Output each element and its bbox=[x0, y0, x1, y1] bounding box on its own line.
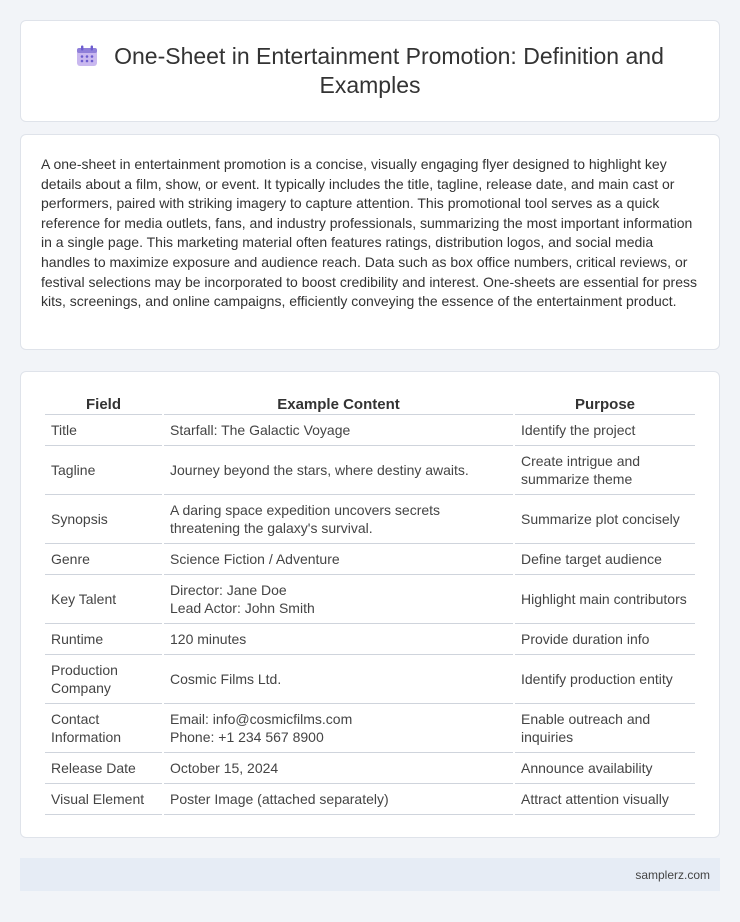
cell-purpose: Identify the project bbox=[515, 415, 695, 446]
cell-purpose: Define target audience bbox=[515, 544, 695, 575]
cell-example bbox=[164, 415, 513, 446]
cell-example-line: Starfall: The Galactic Voyage bbox=[170, 422, 351, 438]
cell-field: Contact Information bbox=[45, 704, 162, 753]
cell-example-line: Cosmic Films Ltd. bbox=[170, 671, 282, 687]
cell-purpose: Attract attention visually bbox=[515, 784, 695, 815]
cell-example-line: 120 minutes bbox=[170, 631, 247, 647]
cell-example bbox=[164, 575, 513, 624]
cell-field: Synopsis bbox=[45, 495, 162, 544]
cell-field: Title bbox=[45, 415, 162, 446]
header-field: Field bbox=[45, 394, 162, 415]
table-row bbox=[45, 495, 695, 544]
table-row bbox=[45, 415, 695, 446]
cell-purpose: Announce availability bbox=[515, 753, 695, 784]
cell-example-line: Journey beyond the stars, where destiny awaits. bbox=[170, 462, 469, 478]
header-purpose: Purpose bbox=[515, 394, 695, 415]
description-text: A one-sheet in entertainment promotion is a concise, visually engaging flyer designed to highlight key details about a film, show, or event. It typically includes the title, tagline, release date, and main cast or performers, paired with striking imagery to capture attention. This promotional tool serves as a quick reference for media outlets, fans, and industry professionals, summarizing the most important information in a single page. This marketing material often features ratings, distribution logos, and social media handles to maximize exposure and audience reach. Data such as box office numbers, critical reviews, or festival selections may be incorporated to boost credibility and interest. One-sheets are essential for press kits, screenings, and online campaigns, efficiently conveying the essence of the entertainment product. bbox=[41, 156, 697, 310]
table-row bbox=[45, 753, 695, 784]
cell-purpose: Enable outreach and inquiries bbox=[515, 704, 695, 753]
table-row bbox=[45, 704, 695, 753]
calendar-icon bbox=[76, 45, 98, 67]
table-row bbox=[45, 575, 695, 624]
cell-example bbox=[164, 544, 513, 575]
cell-example-line: Poster Image (attached separately) bbox=[170, 791, 389, 807]
cell-example bbox=[164, 446, 513, 495]
table-row bbox=[45, 655, 695, 704]
cell-field: Production Company bbox=[45, 655, 162, 704]
table-row bbox=[45, 446, 695, 495]
footer-site-link[interactable]: samplerz.com bbox=[635, 867, 710, 882]
cell-example-line: Director: Jane Doe bbox=[170, 582, 287, 598]
cell-example bbox=[164, 624, 513, 655]
table-card bbox=[20, 371, 720, 838]
table-row bbox=[45, 784, 695, 815]
cell-example-line: October 15, 2024 bbox=[170, 760, 279, 776]
page-title-text: One-Sheet in Entertainment Promotion: Definition and Examples bbox=[114, 43, 664, 98]
title-card bbox=[20, 20, 720, 122]
footer bbox=[20, 858, 720, 891]
cell-purpose: Summarize plot concisely bbox=[515, 495, 695, 544]
cell-example-line: A daring space expedition uncovers secrets threatening the galaxy's survival. bbox=[170, 502, 441, 536]
cell-purpose: Identify production entity bbox=[515, 655, 695, 704]
cell-example-line: Science Fiction / Adventure bbox=[170, 551, 340, 567]
cell-example bbox=[164, 655, 513, 704]
description-card bbox=[20, 134, 720, 350]
cell-example-line: Phone: +1 234 567 8900 bbox=[170, 729, 324, 745]
cell-example bbox=[164, 753, 513, 784]
page-title bbox=[61, 42, 679, 100]
cell-field: Visual Element bbox=[45, 784, 162, 815]
table-row bbox=[45, 624, 695, 655]
cell-field: Key Talent bbox=[45, 575, 162, 624]
cell-example bbox=[164, 704, 513, 753]
cell-field: Release Date bbox=[45, 753, 162, 784]
table-header-row bbox=[45, 394, 695, 415]
cell-example bbox=[164, 784, 513, 815]
one-sheet-table bbox=[43, 394, 697, 815]
cell-field: Runtime bbox=[45, 624, 162, 655]
cell-example-line: Email: info@cosmicfilms.com bbox=[170, 711, 353, 727]
table-row bbox=[45, 544, 695, 575]
cell-purpose: Highlight main contributors bbox=[515, 575, 695, 624]
cell-field: Genre bbox=[45, 544, 162, 575]
cell-example-line: Lead Actor: John Smith bbox=[170, 600, 315, 616]
header-example-content: Example Content bbox=[164, 394, 513, 415]
cell-purpose: Create intrigue and summarize theme bbox=[515, 446, 695, 495]
cell-example bbox=[164, 495, 513, 544]
cell-purpose: Provide duration info bbox=[515, 624, 695, 655]
cell-field: Tagline bbox=[45, 446, 162, 495]
